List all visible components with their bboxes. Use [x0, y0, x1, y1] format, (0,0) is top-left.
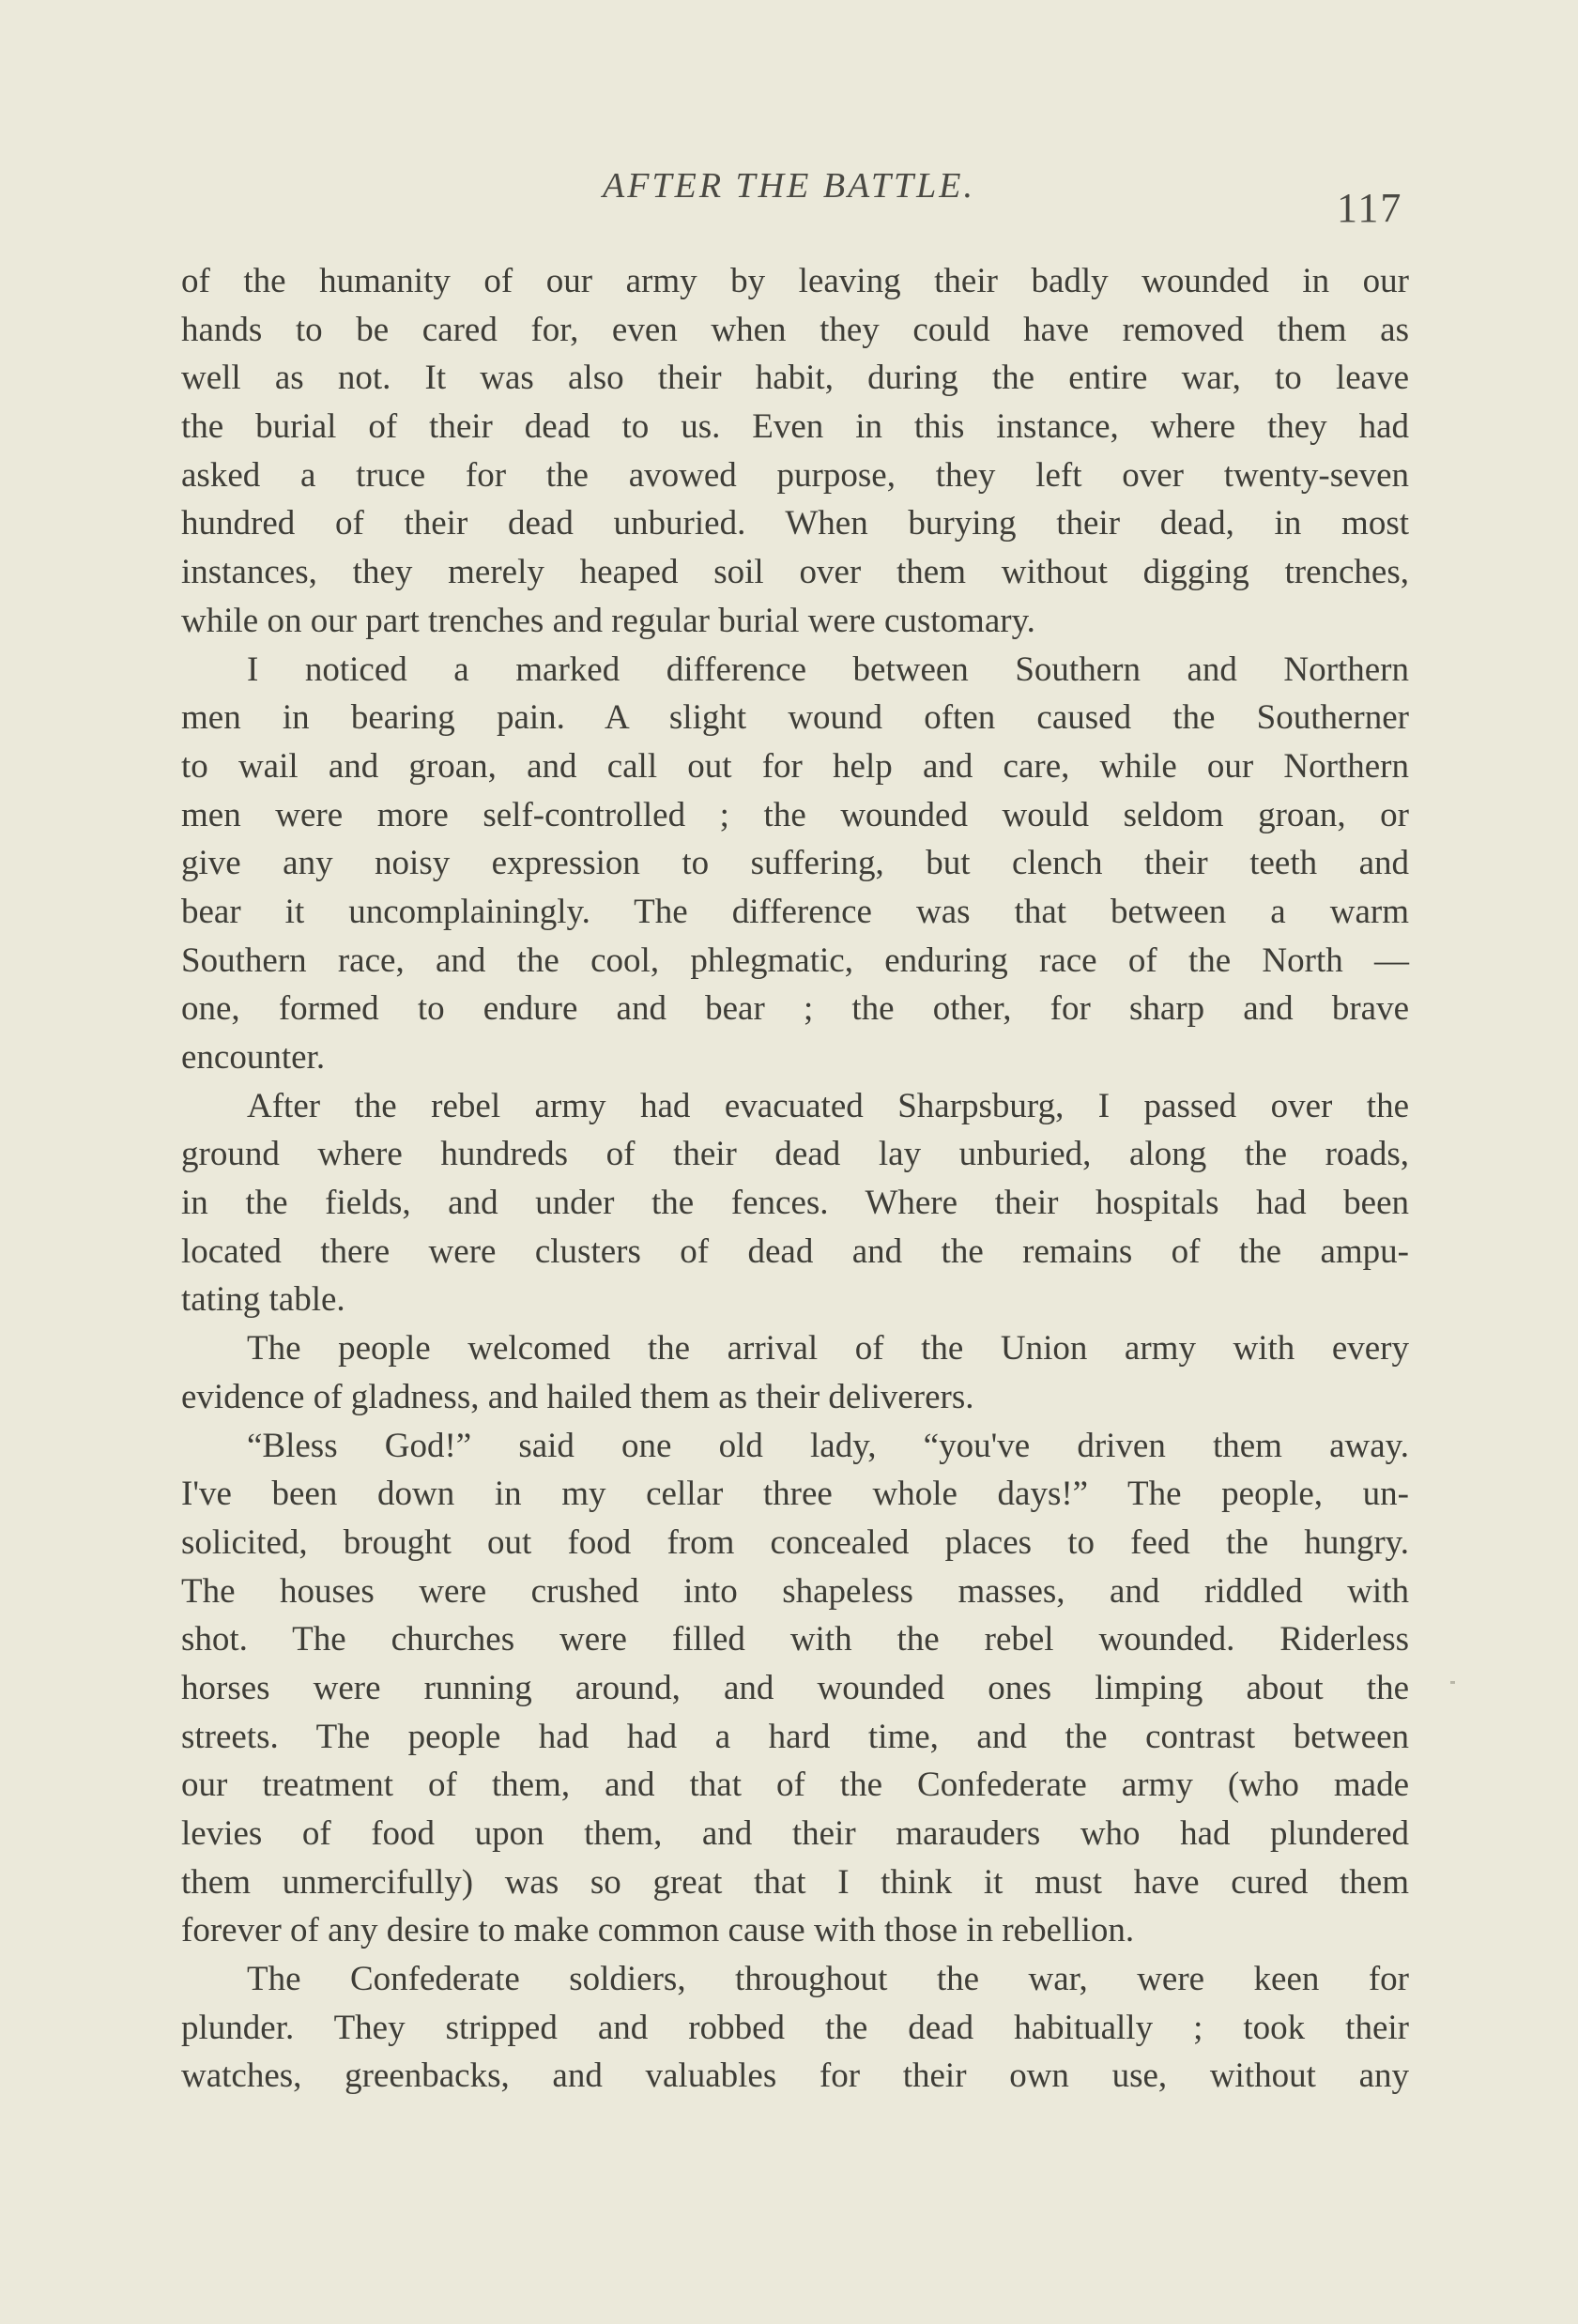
margin-mark	[1450, 1681, 1455, 1684]
text-line: the burial of their dead to us. Even in this instance, where they had	[181, 407, 1409, 447]
text-line: shot. The churches were filled with the rebel wounded. Riderless	[181, 1620, 1409, 1659]
text-line: horses were running around, and wounded ones limping about the	[181, 1668, 1409, 1707]
text-line: men were more self-controlled ; the wounded would seldom groan, or	[181, 795, 1409, 834]
text-line: Southern race, and the cool, phlegmatic, enduring race of the North —	[181, 940, 1409, 980]
text-line: I've been down in my cellar three whole days!” The people, un-	[181, 1475, 1409, 1514]
text-line: them unmercifully) was so great that I think it must have cured them	[181, 1862, 1409, 1902]
text-line: The people welcomed the arrival of the Union army with every	[247, 1329, 1409, 1368]
text-line: hundred of their dead unburied. When burying their dead, in most	[181, 504, 1409, 543]
text-line: well as not. It was also their habit, during the entire war, to leave	[181, 359, 1409, 398]
text-line: levies of food upon them, and their marauders who had plundered	[181, 1814, 1409, 1853]
running-title: AFTER THE BATTLE.	[603, 166, 975, 206]
text-line: bear it uncomplainingly. The difference was that between a warm	[181, 892, 1409, 931]
text-line: After the rebel army had evacuated Sharpsburg, I passed over the	[247, 1086, 1409, 1125]
text-line: asked a truce for the avowed purpose, they left over twenty-seven	[181, 455, 1409, 495]
text-line: men in bearing pain. A slight wound often caused the Southerner	[181, 698, 1409, 738]
text-line: encounter.	[181, 1038, 326, 1077]
text-line: instances, they merely heaped soil over them without digging trenches,	[181, 553, 1409, 592]
text-line: located there were clusters of dead and the remains of the ampu-	[181, 1231, 1409, 1271]
text-line: The Confederate soldiers, throughout the war, were keen for	[247, 1960, 1409, 1999]
text-line: evidence of gladness, and hailed them as their deliverers.	[181, 1377, 974, 1416]
text-line: in the fields, and under the fences. Where their hospitals had been	[181, 1184, 1409, 1223]
text-line: one, formed to endure and bear ; the other, for sharp and brave	[181, 989, 1409, 1029]
text-line: “Bless God!” said one old lady, “you've driven them away.	[247, 1426, 1409, 1465]
text-line: while on our part trenches and regular burial were customary.	[181, 601, 1035, 640]
text-line: I noticed a marked difference between Southern and Northern	[247, 650, 1409, 689]
text-line: plunder. They stripped and robbed the dead habitually ; took their	[181, 2008, 1409, 2047]
text-line: forever of any desire to make common cause with those in rebellion.	[181, 1911, 1135, 1950]
body-text	[181, 257, 1409, 2101]
text-line: streets. The people had had a hard time, and the contrast between	[181, 1717, 1409, 1756]
text-line: watches, greenbacks, and valuables for their own use, without any	[181, 2056, 1409, 2096]
text-line: tating table.	[181, 1280, 345, 1320]
text-line: hands to be cared for, even when they could have removed them as	[181, 310, 1409, 349]
text-line: our treatment of them, and that of the Confederate army (who made	[181, 1766, 1409, 1805]
text-line: of the humanity of our army by leaving their badly wounded in our	[181, 262, 1409, 300]
page-number: 117	[1337, 185, 1403, 231]
text-line: ground where hundreds of their dead lay unburied, along the roads,	[181, 1135, 1409, 1174]
text-line: give any noisy expression to suffering, but clench their teeth and	[181, 844, 1409, 883]
text-line: solicited, brought out food from concealed places to feed the hungry.	[181, 1522, 1409, 1562]
text-line: to wail and groan, and call out for help and care, while our Northern	[181, 746, 1409, 786]
text-line: The houses were crushed into shapeless masses, and riddled with	[181, 1571, 1409, 1611]
